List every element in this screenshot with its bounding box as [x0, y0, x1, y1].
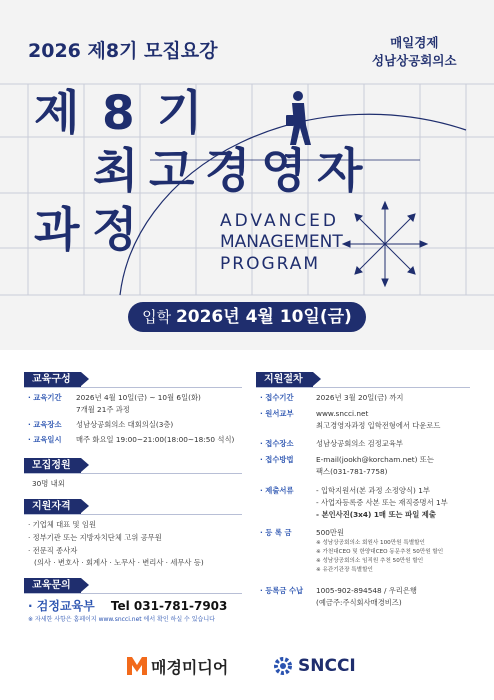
edu-time-label: · 교육일시: [28, 435, 62, 444]
apply-fee-note: ※ 유관기관장 특별할인: [316, 567, 373, 573]
apply-fee-note: ※ 성남상공회의소 임직원 추천 50만원 할인: [316, 558, 424, 564]
section-edu-title: 교육구성: [24, 372, 81, 387]
edu-place-label: · 교육장소: [28, 420, 62, 429]
maekyung-media-logo-text: 매경미디어: [151, 657, 229, 677]
apply-place-value: 성남상공회의소 검정교육부: [316, 439, 403, 448]
english-title-line-3: PROGRAM: [220, 254, 321, 274]
qual-item: · 정부기관 또는 지방자치단체 고위 공무원: [28, 533, 162, 542]
sncci-logo: [272, 654, 356, 678]
apply-docs-item: - 입학지원서(본 과정 소정양식) 1부: [316, 486, 430, 495]
apply-fee-value: 500만원: [316, 528, 345, 537]
apply-pay-label: · 등록금 수납: [260, 586, 304, 595]
quota-value: 30명 내외: [32, 479, 65, 488]
title-char: 기: [157, 86, 203, 141]
divider: [24, 514, 242, 515]
divider: [24, 387, 242, 388]
contact-line: [28, 597, 227, 614]
apply-period-label: · 접수기간: [260, 393, 294, 402]
edu-period-value: 2026년 4월 10일(금) ~ 10월 6일(화): [76, 393, 201, 402]
apply-period-value: 2026년 3월 20일(금) 까지: [316, 393, 404, 402]
apply-fee-note: ※ 가천대CEO 및 한양대CEO 동문추천 50만원 할인: [316, 549, 444, 555]
apply-fee-label: · 등 록 금: [260, 528, 292, 537]
edu-time-value: 매주 화요일 19:00~21:00(18:00~18:50 석식): [76, 435, 235, 444]
title-char: 8: [102, 86, 135, 141]
section-quota-title: 모집정원: [24, 458, 81, 473]
apply-method-label: · 접수방법: [260, 455, 294, 464]
apply-docs-label: · 제출서류: [260, 486, 294, 495]
apply-method-email[interactable]: E-mail(jookh@korcham.net) 또는: [316, 455, 434, 464]
title-char: 정: [92, 203, 138, 258]
gear-icon: [272, 655, 294, 677]
apply-fee-note: ※ 성남상공회의소 회원사 100만원 특별할인: [316, 540, 425, 546]
admission-date-pill: [128, 302, 366, 332]
contact-tel[interactable]: Tel 031-781-7903: [110, 599, 228, 613]
admission-date: 2026년 4월 10일(금): [175, 307, 352, 327]
apply-pay-account: 1005-902-894548 / 우리은행: [316, 586, 417, 595]
admission-prefix: 입학: [142, 308, 172, 326]
qual-item: · 전문직 종사자: [28, 546, 78, 555]
host-organizations: [372, 34, 457, 70]
title-char: 경: [205, 144, 251, 199]
divider: [24, 473, 242, 474]
recruit-title: 2026 제8기 모집요강: [28, 40, 218, 62]
contact-footnote: ※ 자세한 사항은 홈페이지 www.sncci.net 에서 확인 하실 수 있습니다: [28, 616, 215, 623]
qual-item: · 기업체 대표 및 임원: [28, 520, 96, 529]
edu-place-value: 성남상공회의소 대회의실(3층): [76, 420, 174, 429]
host-line-1: 매일경제: [390, 35, 439, 50]
divider: [256, 387, 470, 388]
title-char: 최: [93, 144, 139, 199]
title-char: 제: [34, 86, 80, 141]
apply-form-desc: 최고경영자과정 입학전형에서 다운로드: [316, 421, 441, 430]
section-qual-title: 지원자격: [24, 499, 81, 514]
maekyung-media-logo: [127, 654, 228, 678]
apply-docs-item: - 사업자등록증 사본 또는 재직증명서 1부: [316, 498, 448, 507]
section-apply-title: 지원절차: [256, 372, 313, 387]
title-char: 자: [317, 144, 363, 199]
section-contact-title: 교육문의: [24, 578, 81, 593]
edu-period-label: · 교육기간: [28, 393, 62, 402]
apply-method-fax: 팩스(031-781-7758): [316, 467, 388, 476]
arrows-burst-icon: [343, 202, 427, 286]
contact-dept: · 검정교육부: [28, 599, 95, 613]
edu-period-duration: 7개월 21주 과정: [76, 405, 130, 414]
apply-docs-item: - 본인사진(3x4) 1매 또는 파일 제출: [316, 510, 436, 519]
host-line-2: 성남상공회의소: [372, 53, 457, 68]
title-char: 고: [149, 144, 195, 199]
english-title-line-2: MANAGEMENT: [220, 232, 343, 252]
qual-item-detail: (의사 · 변호사 · 회계사 · 노무사 · 변리사 · 세무사 등): [34, 558, 204, 567]
english-title-line-1: ADVANCED: [220, 211, 340, 231]
title-char: 과: [34, 203, 80, 258]
sncci-logo-text: SNCCI: [298, 656, 356, 676]
divider: [24, 593, 242, 594]
apply-form-label: · 원서교부: [260, 409, 294, 418]
apply-form-url[interactable]: www.sncci.net: [316, 409, 369, 418]
m-logo-icon: [127, 657, 147, 675]
apply-pay-holder: (예금주:주식회사매경비즈): [316, 598, 402, 607]
title-char: 영: [261, 144, 307, 199]
apply-place-label: · 접수장소: [260, 439, 294, 448]
